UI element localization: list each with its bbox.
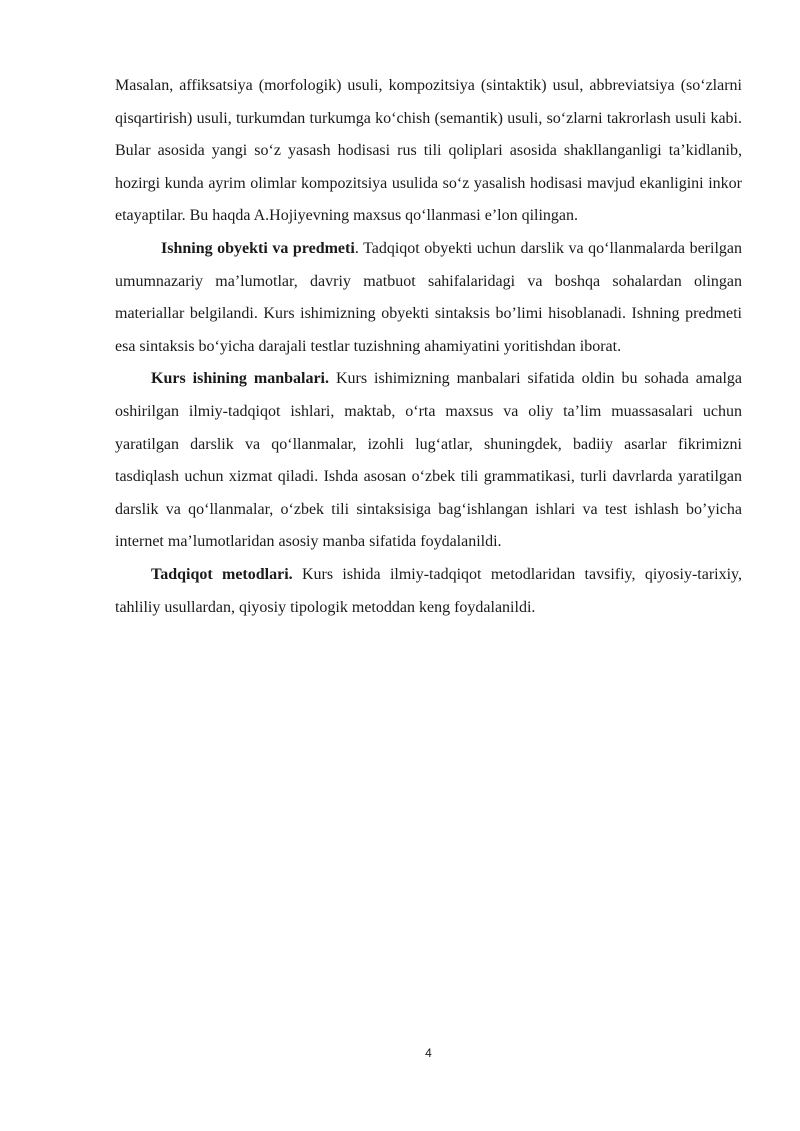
object-paragraph (115, 233, 742, 363)
object-heading: Ishning obyekti va predmeti (161, 239, 355, 257)
intro-paragraph: Masalan, affiksatsiya (morfologik) usuli, kompozitsiya (sintaktik) usul, abbreviatsiya (so‘zlarni qisqartirish) usuli, turkumdan turkumga ko‘chish (semantik) usuli, so‘zlarni takrorlash usuli kabi. Bular asosida yangi so‘z yasash hodisasi rus tili qoliplari asosida shakllanganligi ta’kidlanib, hozirgi kunda ayrim olimlar kompozitsiya usulida so‘z yasalish hodisasi mavjud ekanligini inkor etayaptilar. Bu haqda A.Hojiyevning maxsus qo‘llanmasi e’lon qilingan. (115, 77, 742, 225)
sources-paragraph (115, 363, 742, 559)
methods-paragraph (115, 559, 742, 624)
body-text (115, 70, 742, 624)
methods-text: Kurs ishida ilmiy-tadqiqot metodlaridan tavsifiy, qiyosiy-tarixiy, tahliliy usullardan, qiyosiy tipologik metoddan keng foydalanildi. (115, 565, 742, 616)
sources-text: Kurs ishimizning manbalari sifatida oldin bu sohada amalga oshirilgan ilmiy-tadqiqot ishlari, maktab, o‘rta maxsus va oliy ta’lim muassasalari uchun yaratilgan darslik va qo‘llanmalar, izohli lug‘atlar, shuningdek, badiiy asarlar fikrimizni tasdiqlash uchun xizmat qiladi. Ishda asosan o‘zbek tili grammatikasi, turli davrlarda yaratilgan darslik va qo‘llanmalar, o‘zbek tili sintaksisiga bag‘ishlangan ishlari va test ishlash bo’yicha internet ma’lumotlaridan asosiy manba sifatida foydalanildi. (115, 370, 743, 551)
methods-heading: Tadqiqot metodlari. (151, 565, 293, 583)
page-number: 4 (425, 1046, 432, 1060)
object-text: . Tadqiqot obyekti uchun darslik va qo‘llanmalarda berilgan umumnazariy ma’lumotlar, davriy matbuot sahifalaridagi va boshqa sohalardan olingan materiallar belgilandi. Kurs ishimizning obyekti sintaksis bo’limi hisoblanadi. Ishning predmeti esa sintaksis bo‘yicha darajali testlar tuzishning ahamiyatini yoritishdan iborat. (115, 239, 742, 355)
sources-heading: Kurs ishining manbalari. (151, 370, 329, 388)
